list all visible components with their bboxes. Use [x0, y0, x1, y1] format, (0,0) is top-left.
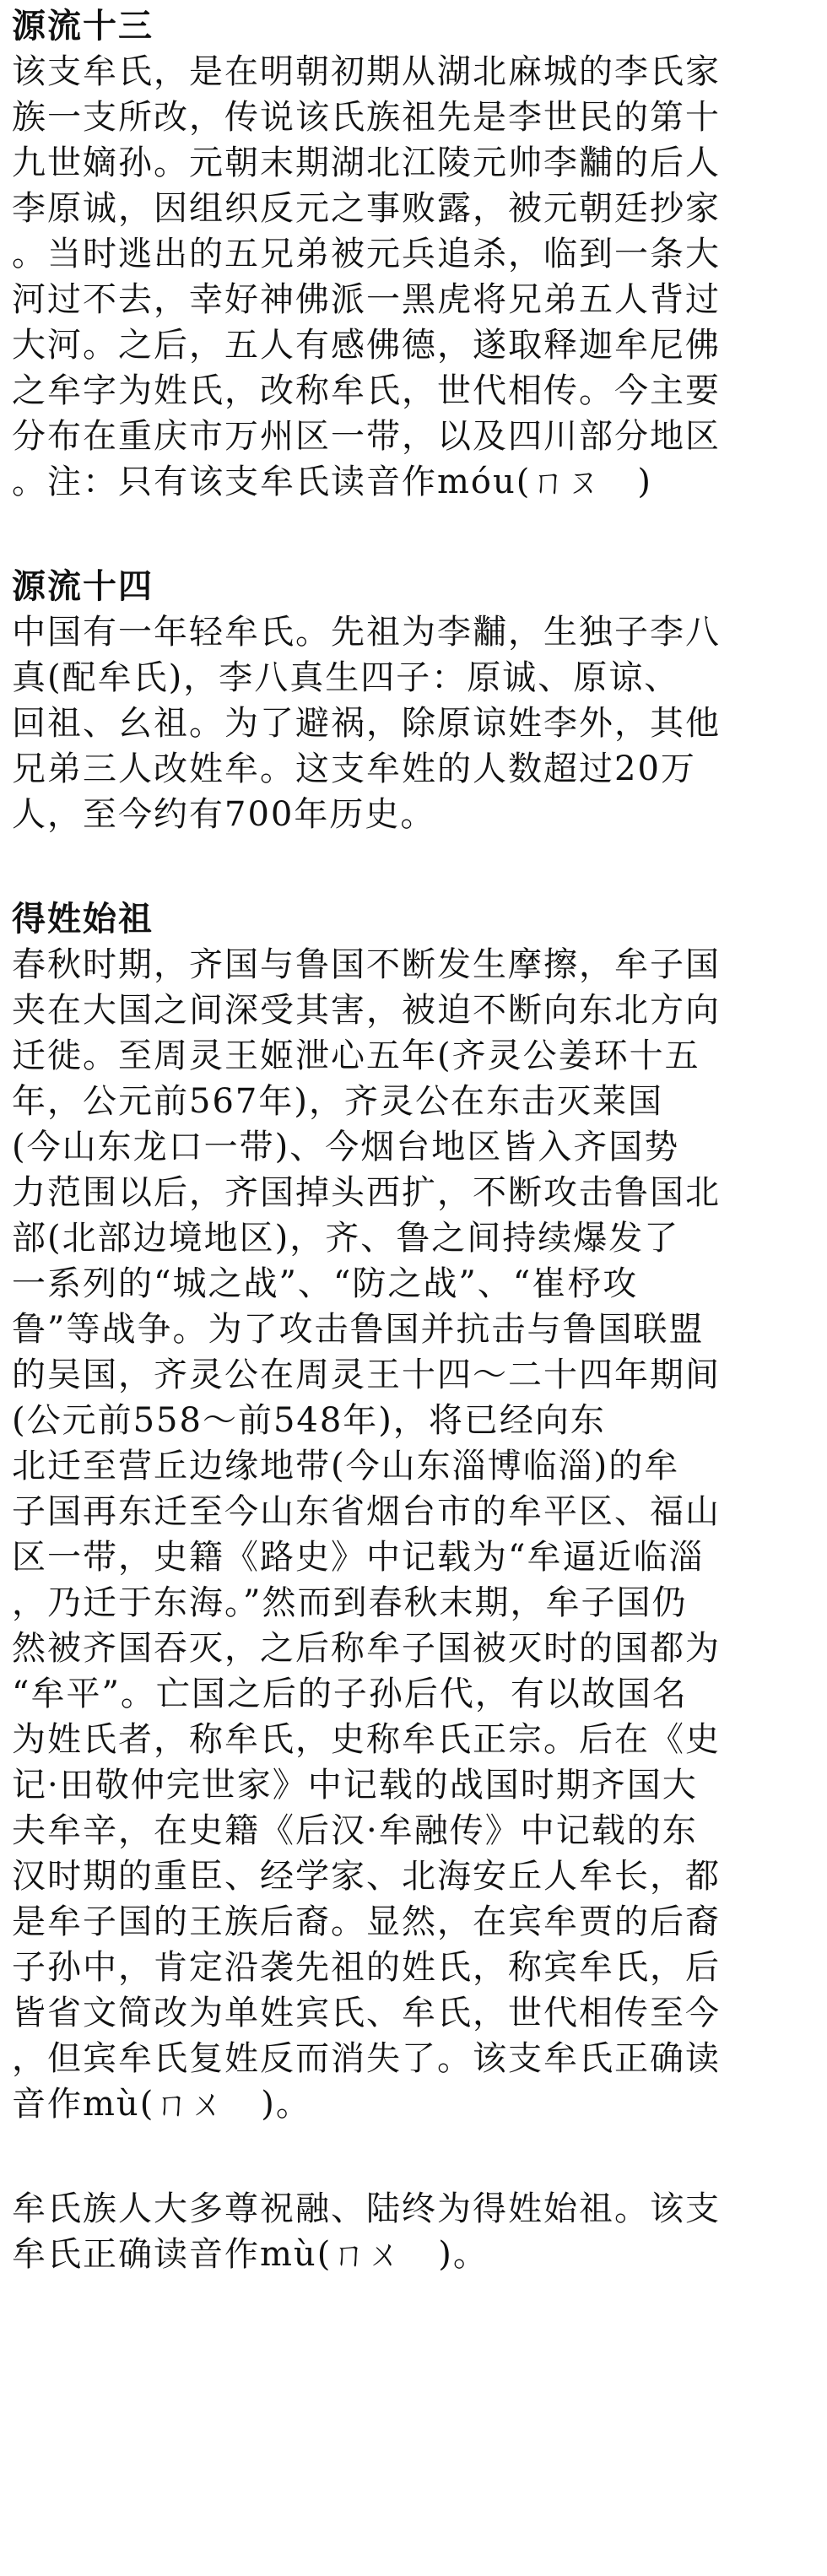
paragraph-line: 然被齐国吞灭，之后称牟子国被灭时的国都为: [12, 1629, 721, 1668]
paragraph-line: 族一支所改，传说该氏族祖先是李世民的第十: [12, 98, 721, 137]
section-surname-ancestor: [12, 896, 813, 2127]
paragraph-line: 子孙中，肯定沿袭先祖的姓氏，称宾牟氏，后: [12, 1948, 721, 1987]
paragraph-line: 子国再东迁至今山东省烟台市的牟平区、福山: [12, 1492, 721, 1531]
paragraph-line: 音作mù(ㄇㄨ )。: [12, 2085, 311, 2124]
paragraph-line: 是牟子国的王族后裔。显然，在宾牟贾的后裔: [12, 1902, 721, 1941]
paragraph-line: 牟氏族人大多尊祝融、陆终为得姓始祖。该支: [12, 2189, 721, 2228]
paragraph-line: 李原诚，因组织反元之事败露，被元朝廷抄家: [12, 189, 721, 228]
paragraph-line: 夫牟辛，在史籍《后汉·牟融传》中记载的东: [12, 1811, 698, 1850]
paragraph-line: (公元前558～前548年)，将已经向东: [12, 1401, 606, 1440]
paragraph-line: 河过不去，幸好神佛派一黑虎将兄弟五人背过: [12, 280, 721, 319]
section-origin-13: [12, 3, 813, 505]
paragraph-line: 之牟字为姓氏，改称牟氏，世代相传。今主要: [12, 371, 721, 410]
paragraph-line: 分布在重庆市万州区一带，以及四川部分地区: [12, 417, 721, 456]
paragraph-line: 年，公元前567年)，齐灵公在东击灭莱国: [12, 1082, 663, 1121]
paragraph-line: 夹在大国之间深受其害，被迫不断向东北方向: [12, 991, 721, 1030]
paragraph-line: 人，至今约有700年历史。: [12, 795, 436, 834]
paragraph-line: (今山东龙口一带)、今烟台地区皆入齐国势: [12, 1128, 680, 1166]
paragraph-line: 力范围以后，齐国掉头西扩，不断攻击鲁国北: [12, 1173, 721, 1212]
paragraph-line: 春秋时期，齐国与鲁国不断发生摩擦，牟子国: [12, 945, 721, 984]
paragraph-line: 部(北部边境地区)，齐、鲁之间持续爆发了: [12, 1219, 680, 1258]
paragraph-line: 九世嫡孙。元朝末期湖北江陵元帅李黼的后人: [12, 143, 721, 182]
paragraph-line: 北迁至营丘边缘地带(今山东淄博临淄)的牟: [12, 1447, 680, 1486]
paragraph-line: 的吴国，齐灵公在周灵王十四～二十四年期间: [12, 1356, 721, 1394]
paragraph-line: 汉时期的重臣、经学家、北海安丘人牟长，都: [12, 1857, 721, 1896]
paragraph-line: 。注：只有该支牟氏读音作móu(ㄇㄡ ): [12, 463, 652, 501]
section-spacer: [12, 837, 813, 896]
paragraph-line: 牟氏正确读音作mù(ㄇㄨ )。: [12, 2235, 489, 2274]
paragraph-line: 皆省文简改为单姓宾氏、牟氏，世代相传至今: [12, 1994, 721, 2032]
paragraph-line: 为姓氏者，称牟氏，史称牟氏正宗。后在《史: [12, 1720, 721, 1759]
paragraph-line: 中国有一年轻牟氏。先祖为李黼，生独子李八: [12, 613, 721, 652]
paragraph-line: “牟平”。亡国之后的子孙后代，有以故国名: [12, 1675, 688, 1713]
paragraph-line: 该支牟氏，是在明朝初期从湖北麻城的李氏家: [12, 52, 721, 91]
paragraph-line: 大河。之后，五人有感佛德，遂取释迦牟尼佛: [12, 326, 721, 365]
section-spacer: [12, 505, 813, 564]
paragraph-line: 区一带，史籍《路史》中记载为“牟逼近临淄: [12, 1538, 705, 1577]
paragraph-line: 迁徙。至周灵王姬泄心五年(齐灵公姜环十五: [12, 1036, 700, 1075]
paragraph-line: 记·田敬仲完世家》中记载的战国时期齐国大: [12, 1766, 698, 1805]
paragraph-line: 兄弟三人改姓牟。这支牟姓的人数超过20万: [12, 750, 696, 788]
section-heading: 得姓始祖: [12, 899, 154, 939]
paragraph-line: 。当时逃出的五兄弟被元兵追杀，临到一条大: [12, 235, 721, 273]
paragraph-line: ，但宾牟氏复姓反而消失了。该支牟氏正确读: [12, 2039, 721, 2078]
section-spacer: [12, 2127, 813, 2186]
paragraph-line: 真(配牟氏)，李八真生四子：原诚、原谅、: [12, 658, 680, 697]
paragraph-line: 一系列的“城之战”、“防之战”、“崔杼攻: [12, 1264, 639, 1303]
section-heading: 源流十四: [12, 566, 154, 606]
paragraph-line: 回祖、幺祖。为了避祸，除原谅姓李外，其他: [12, 704, 721, 743]
closing-paragraph: [12, 2186, 813, 2277]
paragraph-line: ，乃迁于东海。”然而到春秋末期，牟子国仍: [12, 1583, 688, 1622]
paragraph-line: 鲁”等战争。为了攻击鲁国并抗击与鲁国联盟: [12, 1310, 705, 1349]
section-origin-14: [12, 564, 813, 837]
section-heading: 源流十三: [12, 6, 154, 46]
